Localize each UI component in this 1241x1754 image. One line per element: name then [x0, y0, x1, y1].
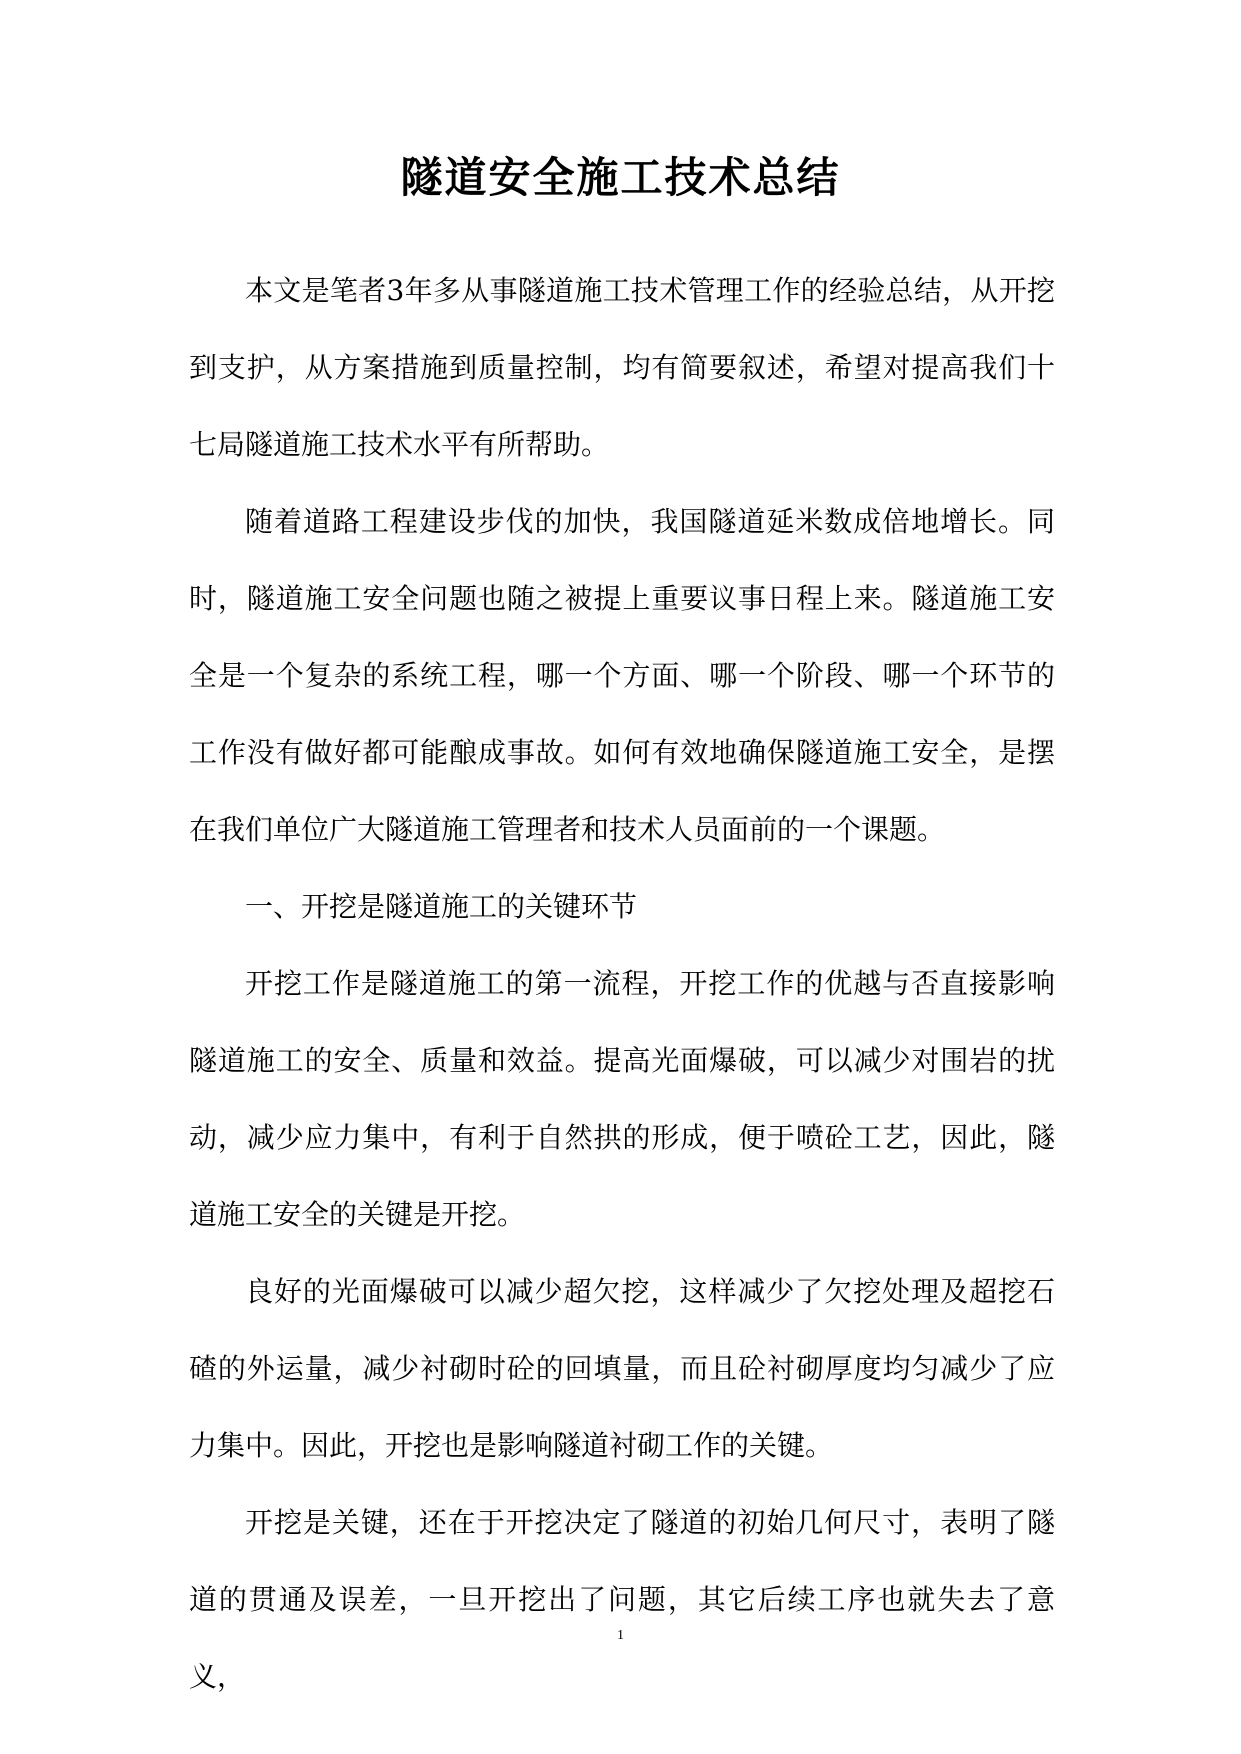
section-paragraph: 良好的光面爆破可以减少超欠挖，这样减少了欠挖处理及超挖石碴的外运量，减少衬砌时砼的回填量，而且砼衬砌厚度均匀减少了应力集中。因此，开挖也是影响隧道衬砌工作的关键。: [189, 1275, 1055, 1462]
section-paragraph: 开挖工作是隧道施工的第一流程，开挖工作的优越与否直接影响隧道施工的安全、质量和效益。提高光面爆破，可以减少对围岩的扰动，减少应力集中，有利于自然拱的形成，便于喷砼工艺，因此，隧道施工安全的关键是开挖。: [189, 967, 1055, 1231]
document-title: 隧道安全施工技术总结: [400, 153, 841, 202]
page-number: 1: [617, 1628, 624, 1643]
background-paragraph: 随着道路工程建设步伐的加快，我国隧道延米数成倍地增长。同时，隧道施工安全问题也随之被提上重要议事日程上来。隧道施工安全是一个复杂的系统工程，哪一个方面、哪一个阶段、哪一个环节的工作没有做好都可能酿成事故。如何有效地确保隧道施工安全，是摆在我们单位广大隧道施工管理者和技术人员面前的一个课题。: [189, 505, 1055, 846]
section-heading: 一、开挖是隧道施工的关键环节: [245, 890, 638, 923]
section-paragraph: 开挖是关键，还在于开挖决定了隧道的初始几何尺寸，表明了隧道的贯通及误差，一旦开挖出了问题，其它后续工序也就失去了意义，: [189, 1506, 1055, 1693]
document-body: [189, 252, 1055, 1715]
intro-paragraph: 本文是笔者3年多从事隧道施工技术管理工作的经验总结，从开挖到支护，从方案措施到质量控制，均有简要叙述，希望对提高我们十七局隧道施工技术水平有所帮助。: [189, 274, 1055, 461]
